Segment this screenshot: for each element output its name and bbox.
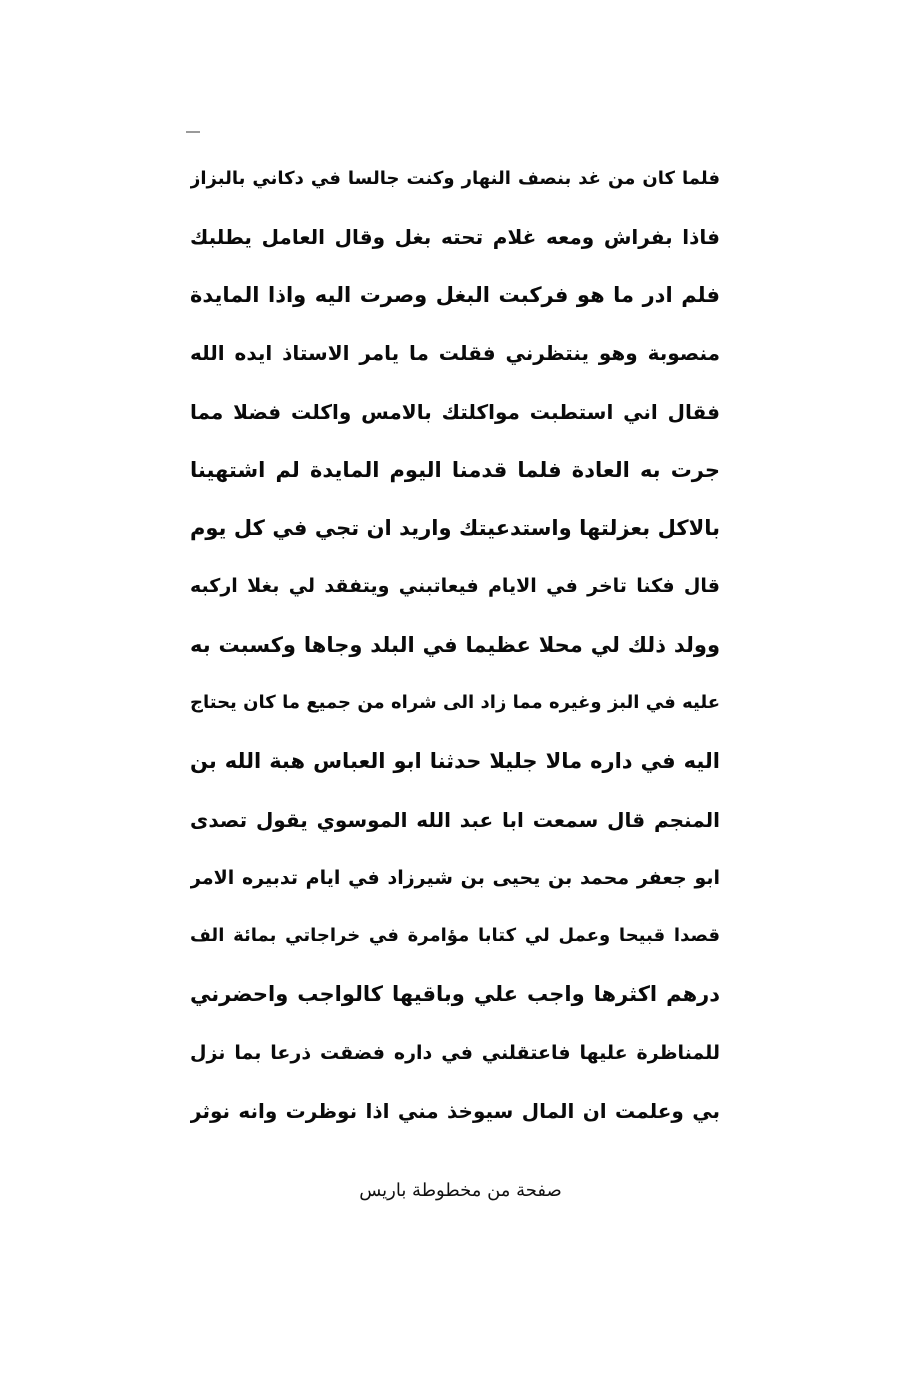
manuscript-line: ابو جعفر محمد بن يحيى بن شيرزاد في ايام تدبيره الامر [190,867,720,889]
manuscript-line: عليه في البز وغيره مما زاد الى شراه من جميع ما كان يحتاج [190,692,720,713]
manuscript-line: وولد ذلك لي محلا عظيما في البلد وجاها وكسبت به [190,633,720,657]
manuscript-line: اليه في داره مالا جليلا حدثنا ابو العباس هبة الله بن [190,749,720,773]
manuscript-line: بي وعلمت ان المال سيوخذ مني اذا نوظرت وانه نوثر [190,1099,720,1123]
manuscript-line: قال فكنا تاخر في الايام فيعاتبني ويتفقد لي بغلا اركبه [190,575,720,597]
manuscript-line: فلم ادر ما هو فركبت البغل وصرت اليه واذا المايدة [190,283,720,307]
manuscript-line: درهم اكثرها واجب علي وباقيها كالواجب واحضرني [190,982,720,1006]
page-caption: صفحة من مخطوطة باريس [359,1180,562,1201]
manuscript-line: فاذا بفراش ومعه غلام تحته بغل وقال العامل يطلبك [190,225,720,249]
manuscript-line: جرت به العادة فلما قدمنا اليوم المايدة لم اشتهينا [190,458,720,482]
scan-mark [186,131,200,133]
manuscript-line: فلما كان من غد بنصف النهار وكنت جالسا في دكاني بالبزاز [190,168,720,189]
manuscript-line: للمناظرة عليها فاعتقلني في داره فضقت ذرعا بما نزل [190,1042,720,1064]
manuscript-line: المنجم قال سمعت ابا عبد الله الموسوي يقول تصدى [190,808,720,832]
manuscript-line: منصوبة وهو ينتظرني فقلت ما يامر الاستاذ ايده الله [190,341,720,365]
manuscript-text-block [190,150,720,1145]
manuscript-line: بالاكل بعزلتها واستدعيتك واريد ان تجي في كل يوم [190,516,720,540]
manuscript-line: قصدا قبيحا وعمل لي كتابا مؤامرة في خراجاتي بمائة الف [190,925,720,946]
manuscript-line: فقال اني استطبت مواكلتك بالامس واكلت فضلا مما [190,400,720,424]
